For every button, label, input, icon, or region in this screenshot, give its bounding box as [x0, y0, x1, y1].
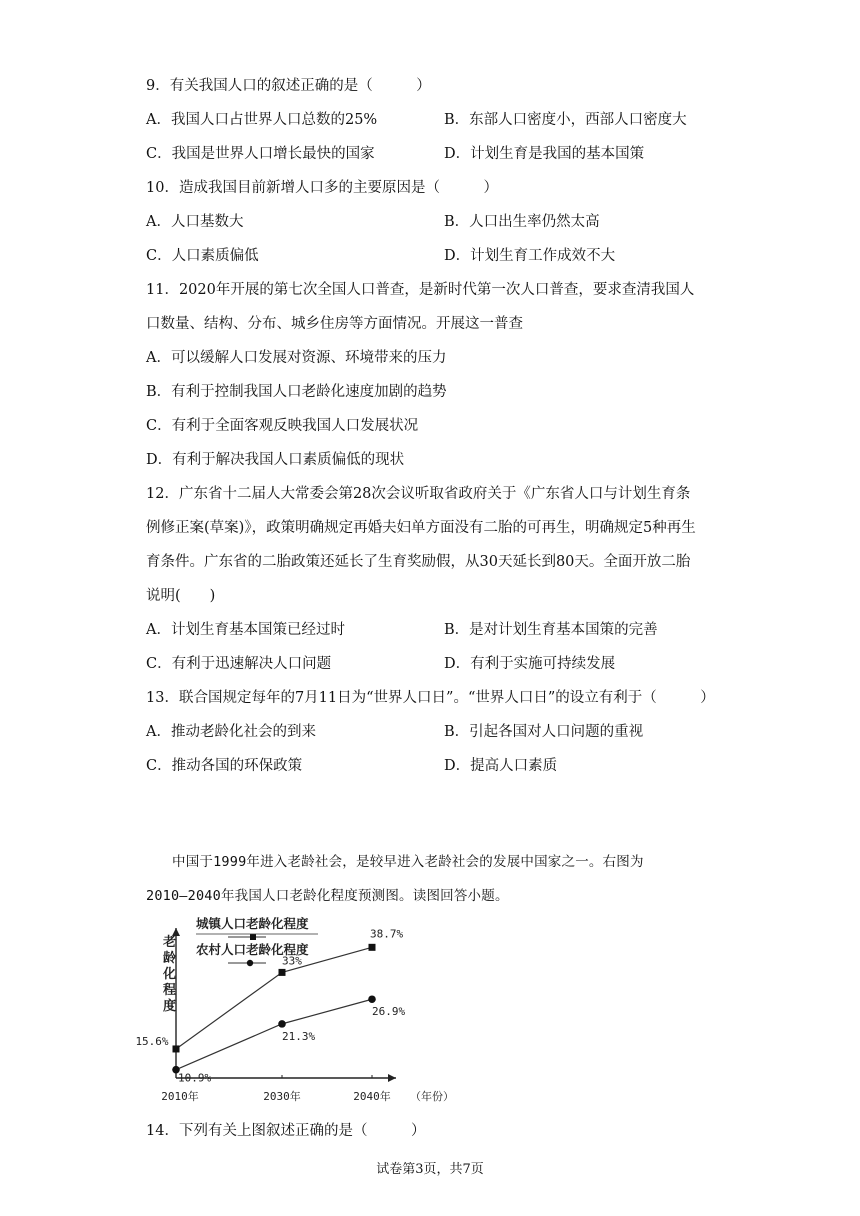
- intro-line-1: 中国于1999年进入老龄社会，是较早进入老龄社会的发展中国家之一。右图为: [172, 854, 644, 870]
- legend-marker-circle: [247, 960, 253, 966]
- question-10-option-c: C．人口素质偏低: [146, 248, 259, 264]
- question-9-stem: 9．有关我国人口的叙述正确的是（ ）: [146, 78, 431, 94]
- question-11-option-c: C．有利于全面客观反映我国人口发展状况: [146, 418, 419, 434]
- data-point-urban: [369, 944, 376, 951]
- series-line-1: [176, 999, 372, 1069]
- data-label: 26.9%: [372, 1005, 406, 1019]
- question-10-stem: 10．造成我国目前新增人口多的主要原因是（ ）: [146, 180, 498, 196]
- question-12-option-b: B．是对计划生育基本国策的完善: [444, 622, 658, 638]
- legend-label: 城镇人口老龄化程度: [196, 916, 309, 931]
- legend-label: 农村人口老龄化程度: [196, 942, 309, 957]
- x-axis-label: （年份）: [410, 1090, 454, 1103]
- question-9-option-a: A．我国人口占世界人口总数的25%: [146, 112, 378, 128]
- data-label: 21.3%: [282, 1029, 316, 1043]
- question-10-option-d: D．计划生育工作成效不大: [444, 248, 616, 264]
- question-13-option-a: A．推动老龄化社会的到来: [146, 724, 316, 740]
- y-axis-label-char: 龄: [162, 951, 176, 966]
- question-12-stem: 12．广东省十二届人大常委会第28次会议听取省政府关于《广东省人口与计划生育条: [146, 486, 691, 502]
- question-13-option-b: B．引起各国对人口问题的重视: [444, 724, 644, 740]
- question-12-option-d: D．有利于实施可持续发展: [444, 656, 616, 672]
- question-11-stem: 口数量、结构、分布、城乡住房等方面情况。开展这一普查: [146, 316, 523, 332]
- question-10-option-a: A．人口基数大: [146, 214, 244, 230]
- x-tick-label: 2030年: [263, 1090, 301, 1103]
- data-label: 38.7%: [370, 927, 404, 941]
- data-point-urban: [279, 969, 286, 976]
- question-11-option-a: A．可以缓解人口发展对资源、环境带来的压力: [146, 350, 447, 366]
- y-axis-label-char: 老: [162, 935, 176, 950]
- data-label: 10.9%: [178, 1071, 212, 1085]
- question-9-option-d: D．计划生育是我国的基本国策: [444, 146, 645, 162]
- question-14-stem: 14．下列有关上图叙述正确的是（ ）: [146, 1123, 426, 1139]
- x-tick-label: 2010年: [161, 1090, 199, 1103]
- question-9-option-c: C．我国是世界人口增长最快的国家: [146, 146, 375, 162]
- question-10-option-b: B．人口出生率仍然太高: [444, 214, 600, 230]
- legend-marker-square: [250, 934, 256, 940]
- x-axis-arrow: [388, 1074, 396, 1082]
- y-axis-label-char: 化: [162, 967, 176, 982]
- question-9-option-b: B．东部人口密度小，西部人口密度大: [444, 112, 687, 128]
- question-13-stem: 13．联合国规定每年的7月11日为“世界人口日”。“世界人口日”的设立有利于（ ）: [146, 690, 715, 706]
- page-footer: 试卷第3页，共7页: [376, 1162, 484, 1177]
- data-label: 33%: [282, 954, 302, 968]
- data-point-rural: [278, 1020, 286, 1028]
- question-11-option-b: B．有利于控制我国人口老龄化速度加剧的趋势: [146, 384, 447, 400]
- data-label: 15.6%: [135, 1034, 169, 1048]
- question-11-option-d: D．有利于解决我国人口素质偏低的现状: [146, 452, 405, 468]
- question-12-stem: 育条件。广东省的二胎政策还延长了生育奖励假，从30天延长到80天。全面开放二胎: [146, 554, 691, 570]
- aging-chart: [135, 912, 460, 1107]
- question-12-stem: 说明( ): [146, 588, 216, 604]
- intro-line-2: 2010—2040年我国人口老龄化程度预测图。读图回答小题。: [146, 888, 509, 904]
- question-12-option-c: C．有利于迅速解决人口问题: [146, 656, 332, 672]
- question-13-option-d: D．提高人口素质: [444, 758, 558, 774]
- question-12-option-a: A．计划生育基本国策已经过时: [146, 622, 345, 638]
- data-point-rural: [368, 995, 376, 1003]
- question-11-stem: 11．2020年开展的第七次全国人口普查，是新时代第一次人口普查，要求查清我国人: [146, 282, 695, 298]
- y-axis-label-char: 程: [162, 983, 176, 998]
- series-line-0: [176, 947, 372, 1049]
- y-axis-label-char: 度: [162, 999, 176, 1014]
- question-12-stem: 例修正案(草案)》，政策明确规定再婚夫妇单方面没有二胎的可再生，明确规定5种再生: [146, 520, 696, 536]
- data-point-urban: [173, 1045, 180, 1052]
- x-tick-label: 2040年: [353, 1090, 391, 1103]
- question-13-option-c: C．推动各国的环保政策: [146, 758, 303, 774]
